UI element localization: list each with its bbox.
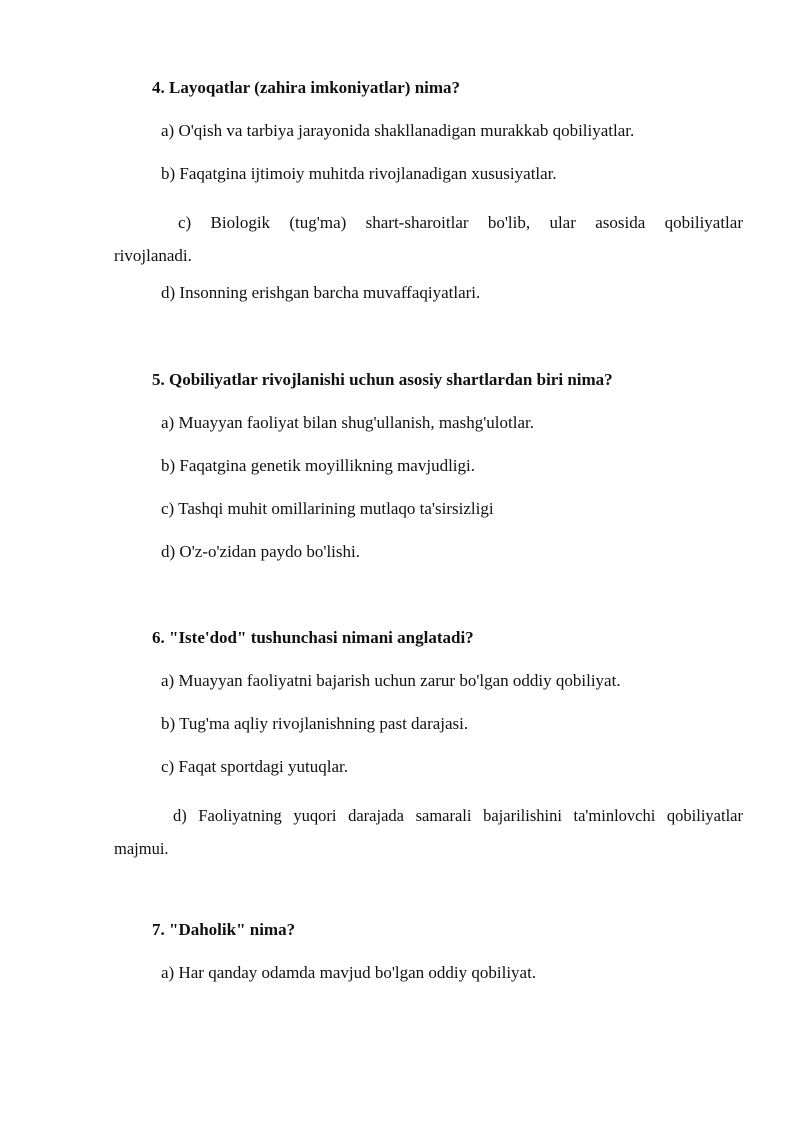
option-b: b) Faqatgina ijtimoiy muhitda rivojlanadigan xususiyatlar.: [161, 164, 557, 183]
question-title: 6. "Iste'dod" tushunchasi nimani anglatadi?: [152, 628, 474, 647]
question-7: [114, 919, 743, 984]
option-c: c) Faqat sportdagi yutuqlar.: [161, 757, 348, 776]
question-4: [114, 77, 743, 304]
option-a: a) Har qanday odamda mavjud bo'lgan oddiy qobiliyat.: [161, 963, 537, 982]
question-title: 7. "Daholik" nima?: [152, 920, 296, 939]
question-5: [114, 369, 743, 563]
option-c: c) Tashqi muhit omillarining mutlaqo ta'sirsizligi: [161, 499, 494, 518]
option-a: a) O'qish va tarbiya jarayonida shakllanadigan murakkab qobiliyatlar.: [161, 121, 635, 140]
question-6: [114, 627, 743, 865]
option-d: d) O'z-o'zidan paydo bo'lishi.: [161, 542, 360, 561]
option-d: d) Insonning erishgan barcha muvaffaqiyatlari.: [161, 283, 481, 302]
option-d: d) Faoliyatning yuqori darajada samarali bajarilishini ta'minlovchi qobiliyatlar majmui.: [114, 806, 743, 858]
option-c: c) Biologik (tug'ma) shart-sharoitlar bo'lib, ular asosida qobiliyatlar rivojlanadi.: [114, 213, 743, 265]
option-b: b) Tug'ma aqliy rivojlanishning past darajasi.: [161, 714, 469, 733]
question-title: 5. Qobiliyatlar rivojlanishi uchun asosiy shartlardan biri nima?: [152, 370, 613, 389]
option-a: a) Muayyan faoliyatni bajarish uchun zarur bo'lgan oddiy qobiliyat.: [161, 671, 621, 690]
option-a: a) Muayyan faoliyat bilan shug'ullanish, mashg'ulotlar.: [161, 413, 534, 432]
option-b: b) Faqatgina genetik moyillikning mavjudligi.: [161, 456, 475, 475]
question-title: 4. Layoqatlar (zahira imkoniyatlar) nima?: [152, 78, 461, 97]
